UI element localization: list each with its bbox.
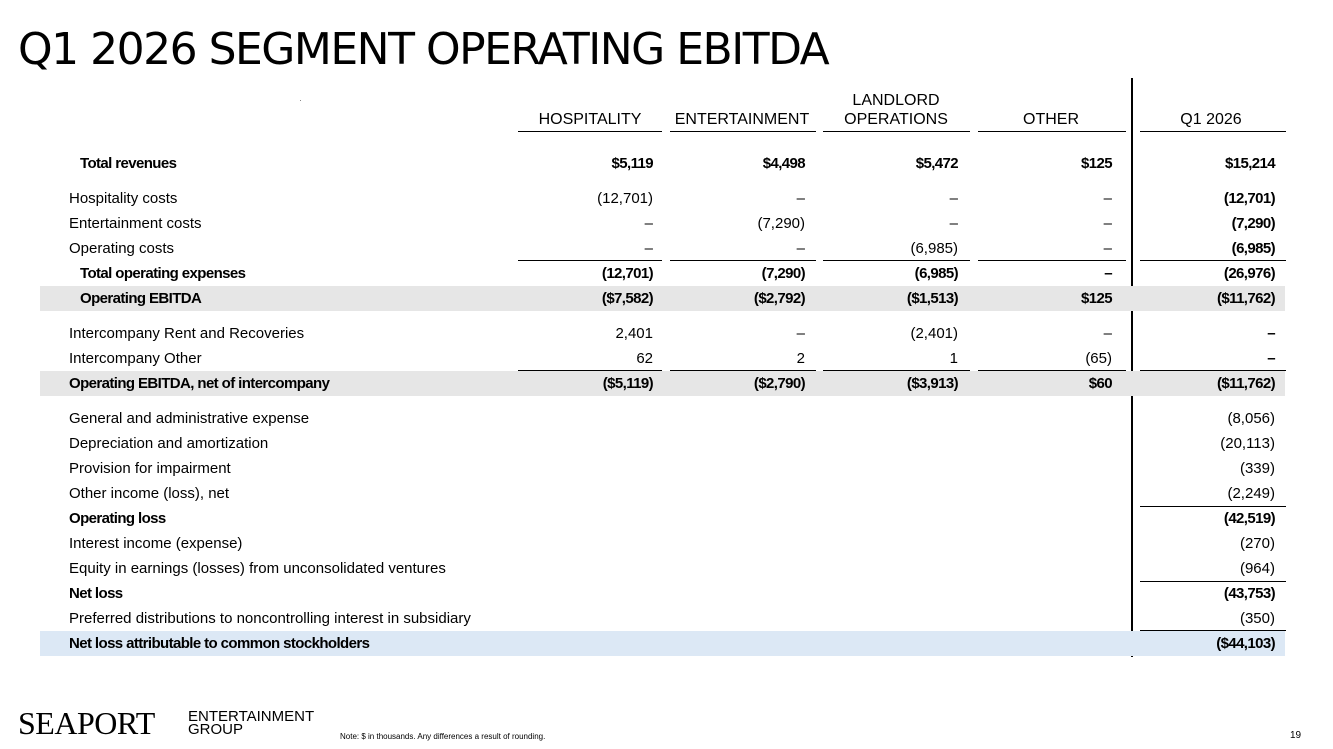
row-value: 2,401 bbox=[615, 325, 653, 342]
table-row bbox=[40, 151, 1285, 176]
row-value: $15,214 bbox=[1224, 155, 1275, 172]
column-header: LANDLORD OPERATIONS bbox=[844, 92, 948, 128]
row-value: – bbox=[1103, 240, 1112, 257]
row-value: – bbox=[1103, 325, 1112, 342]
header-underline bbox=[978, 131, 1126, 132]
row-value: (7,290) bbox=[757, 215, 805, 232]
row-value: (65) bbox=[1085, 350, 1112, 367]
row-value: – bbox=[796, 325, 805, 342]
row-label: Net loss attributable to common stockholders bbox=[69, 635, 370, 652]
total-rule bbox=[1140, 370, 1286, 371]
row-value: – bbox=[1267, 350, 1275, 367]
row-label: Total operating expenses bbox=[80, 265, 246, 282]
row-value: (6,985) bbox=[914, 265, 958, 282]
total-rule bbox=[1140, 260, 1286, 261]
row-label: Operating loss bbox=[69, 510, 166, 527]
column-header: HOSPITALITY bbox=[538, 111, 642, 128]
table-row bbox=[40, 211, 1285, 236]
total-rule bbox=[670, 260, 816, 261]
row-value: $4,498 bbox=[762, 155, 805, 172]
header-underline bbox=[823, 131, 970, 132]
row-value: (7,290) bbox=[1231, 215, 1275, 232]
logo-subtitle-line2: GROUP bbox=[188, 721, 244, 738]
row-value: (350) bbox=[1239, 610, 1275, 627]
table-row bbox=[40, 186, 1285, 211]
row-label: Depreciation and amortization bbox=[69, 435, 269, 452]
row-label: General and administrative expense bbox=[69, 410, 310, 427]
total-rule bbox=[670, 370, 816, 371]
row-value: (43,753) bbox=[1223, 585, 1275, 602]
row-value: – bbox=[644, 215, 653, 232]
table-row bbox=[40, 631, 1285, 656]
row-value: 2 bbox=[796, 350, 805, 367]
row-value: (339) bbox=[1239, 460, 1275, 477]
row-label: Intercompany Other bbox=[69, 350, 202, 367]
page-title: Q1 2026 SEGMENT OPERATING EBITDA bbox=[18, 24, 829, 75]
row-value: ($1,513) bbox=[906, 290, 958, 307]
row-value: 62 bbox=[636, 350, 653, 367]
column-header: OTHER bbox=[1023, 111, 1079, 128]
row-value: – bbox=[1103, 190, 1112, 207]
row-label: Operating EBITDA bbox=[80, 290, 202, 307]
total-rule bbox=[1140, 506, 1286, 507]
page-number: 19 bbox=[1290, 730, 1302, 741]
row-value: – bbox=[1104, 265, 1112, 282]
row-value: (42,519) bbox=[1223, 510, 1275, 527]
row-label: Other income (loss), net bbox=[69, 485, 230, 502]
total-rule bbox=[823, 260, 970, 261]
row-value: – bbox=[949, 215, 958, 232]
total-rule bbox=[823, 370, 970, 371]
row-value: (8,056) bbox=[1227, 410, 1275, 427]
column-header: Q1 2026 bbox=[1180, 111, 1242, 128]
footnote: Note: $ in thousands. Any differences a result of rounding. bbox=[340, 732, 546, 741]
row-value: 1 bbox=[949, 350, 958, 367]
row-value: (6,985) bbox=[910, 240, 958, 257]
row-value: (7,290) bbox=[761, 265, 805, 282]
row-label: Preferred distributions to noncontrolling interest in subsidiary bbox=[69, 610, 471, 627]
total-rule bbox=[1140, 581, 1286, 582]
row-label: Operating costs bbox=[69, 240, 175, 257]
table-row bbox=[40, 606, 1285, 631]
total-rule bbox=[978, 370, 1126, 371]
row-value: – bbox=[1103, 215, 1112, 232]
table-row bbox=[40, 406, 1285, 431]
row-value: ($44,103) bbox=[1216, 635, 1275, 652]
header-underline bbox=[670, 131, 816, 132]
row-value: (12,701) bbox=[1223, 190, 1275, 207]
row-value: $60 bbox=[1088, 375, 1112, 392]
row-value: $125 bbox=[1081, 290, 1112, 307]
table-row bbox=[40, 346, 1285, 371]
row-value: – bbox=[1267, 325, 1275, 342]
table-row bbox=[40, 261, 1285, 286]
total-rule bbox=[518, 370, 662, 371]
row-label: Interest income (expense) bbox=[69, 535, 243, 552]
row-value: ($5,119) bbox=[602, 375, 653, 392]
row-value: $125 bbox=[1081, 155, 1112, 172]
row-value: (20,113) bbox=[1220, 435, 1275, 452]
table-row bbox=[40, 431, 1285, 456]
table-row bbox=[40, 556, 1285, 581]
row-value: $5,472 bbox=[915, 155, 958, 172]
row-label: Entertainment costs bbox=[69, 215, 202, 232]
table-row bbox=[40, 371, 1285, 396]
table-row bbox=[40, 456, 1285, 481]
row-label: Net loss bbox=[69, 585, 123, 602]
total-rule bbox=[1140, 630, 1286, 631]
header-underline bbox=[518, 131, 662, 132]
row-value: (2,401) bbox=[910, 325, 958, 342]
decorative-dot bbox=[300, 100, 301, 101]
row-value: (2,249) bbox=[1227, 485, 1275, 502]
logo-wordmark: SEAPORT bbox=[18, 705, 155, 741]
row-label: Operating EBITDA, net of intercompany bbox=[69, 375, 330, 392]
table-row bbox=[40, 236, 1285, 261]
header-underline bbox=[1140, 131, 1286, 132]
logo-subtitle-line1: ENTERTAINMENT bbox=[188, 708, 315, 725]
row-value: ($11,762) bbox=[1217, 290, 1275, 307]
row-value: – bbox=[796, 190, 805, 207]
row-value: ($7,582) bbox=[601, 290, 653, 307]
total-rule bbox=[518, 260, 662, 261]
table-row bbox=[40, 581, 1285, 606]
table-row bbox=[40, 506, 1285, 531]
row-value: (12,701) bbox=[601, 265, 653, 282]
table-row bbox=[40, 321, 1285, 346]
row-label: Hospitality costs bbox=[69, 190, 178, 207]
row-label: Provision for impairment bbox=[69, 460, 231, 477]
row-value: – bbox=[796, 240, 805, 257]
row-value: (270) bbox=[1239, 535, 1275, 552]
row-value: – bbox=[644, 240, 653, 257]
row-label: Intercompany Rent and Recoveries bbox=[69, 325, 305, 342]
row-value: (964) bbox=[1239, 560, 1275, 577]
row-value: (12,701) bbox=[597, 190, 653, 207]
row-value: ($11,762) bbox=[1217, 375, 1275, 392]
column-header: ENTERTAINMENT bbox=[674, 111, 810, 128]
total-rule bbox=[978, 260, 1126, 261]
row-value: ($2,792) bbox=[753, 290, 805, 307]
row-value: $5,119 bbox=[611, 155, 653, 172]
row-value: (26,976) bbox=[1223, 265, 1275, 282]
row-label: Equity in earnings (losses) from unconsolidated ventures bbox=[69, 560, 446, 577]
table-row bbox=[40, 481, 1285, 506]
row-label: Total revenues bbox=[80, 155, 177, 172]
table-row bbox=[40, 286, 1285, 311]
row-value: ($3,913) bbox=[906, 375, 958, 392]
table-row bbox=[40, 531, 1285, 556]
row-value: ($2,790) bbox=[753, 375, 805, 392]
row-value: (6,985) bbox=[1231, 240, 1275, 257]
row-value: – bbox=[949, 190, 958, 207]
